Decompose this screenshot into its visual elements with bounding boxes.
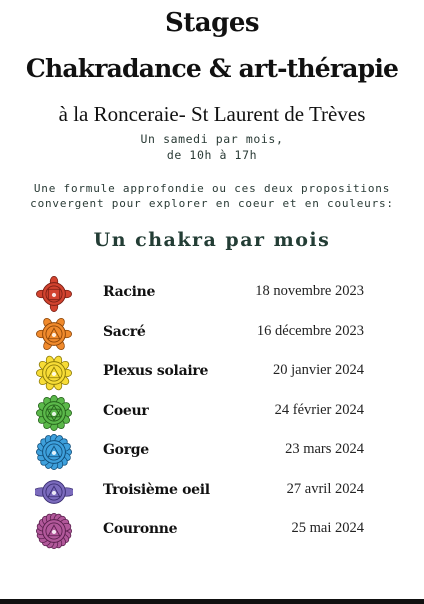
intro-line-2: convergent pour explorer en coeur et en couleurs: xyxy=(30,197,394,210)
chakra-date: 20 janvier 2024 xyxy=(272,362,364,378)
chakra-name: Racine xyxy=(103,284,156,300)
chakra-name: Coeur xyxy=(103,402,149,419)
chakra-date: 24 février 2024 xyxy=(274,401,364,418)
schedule-line-2: de 10h à 17h xyxy=(166,148,258,162)
section-subtitle: Un chakra par mois xyxy=(93,229,331,251)
chakra-row xyxy=(0,432,424,472)
chakra-row xyxy=(0,353,424,393)
chakra-date: 18 novembre 2023 xyxy=(255,283,364,299)
heart-chakra-icon xyxy=(35,394,73,432)
solar-plexus-chakra-icon xyxy=(35,354,73,392)
root-chakra-icon xyxy=(35,275,73,313)
third-eye-chakra-icon xyxy=(35,473,73,511)
chakra-row xyxy=(0,393,424,433)
page-title-line2: Chakradance & art-thérapie xyxy=(25,54,399,83)
chakra-date: 25 mai 2024 xyxy=(291,520,364,536)
schedule-line-1: Un samedi par mois, xyxy=(140,132,284,146)
chakra-name: Plexus solaire xyxy=(103,363,209,379)
chakra-date: 27 avril 2024 xyxy=(286,480,364,497)
chakra-date: 16 décembre 2023 xyxy=(256,322,364,339)
chakra-row xyxy=(0,472,424,512)
chakra-name: Couronne xyxy=(103,521,178,537)
chakra-date: 23 mars 2024 xyxy=(285,441,364,457)
intro-line-1: Une formule approfondie ou ces deux propositions xyxy=(33,182,391,195)
throat-chakra-icon xyxy=(35,433,73,471)
chakra-name: Troisième oeil xyxy=(103,481,210,498)
chakra-row xyxy=(0,511,424,551)
chakra-name: Gorge xyxy=(103,442,149,458)
crown-chakra-icon xyxy=(35,512,73,550)
chakra-row xyxy=(0,314,424,354)
chakra-name: Sacré xyxy=(103,323,146,340)
bottom-border xyxy=(0,599,424,604)
page-title-line1: Stages xyxy=(165,8,259,38)
location-text: à la Ronceraie- St Laurent de Trèves xyxy=(58,102,366,126)
chakra-row xyxy=(0,274,424,314)
sacral-chakra-icon xyxy=(35,315,73,353)
